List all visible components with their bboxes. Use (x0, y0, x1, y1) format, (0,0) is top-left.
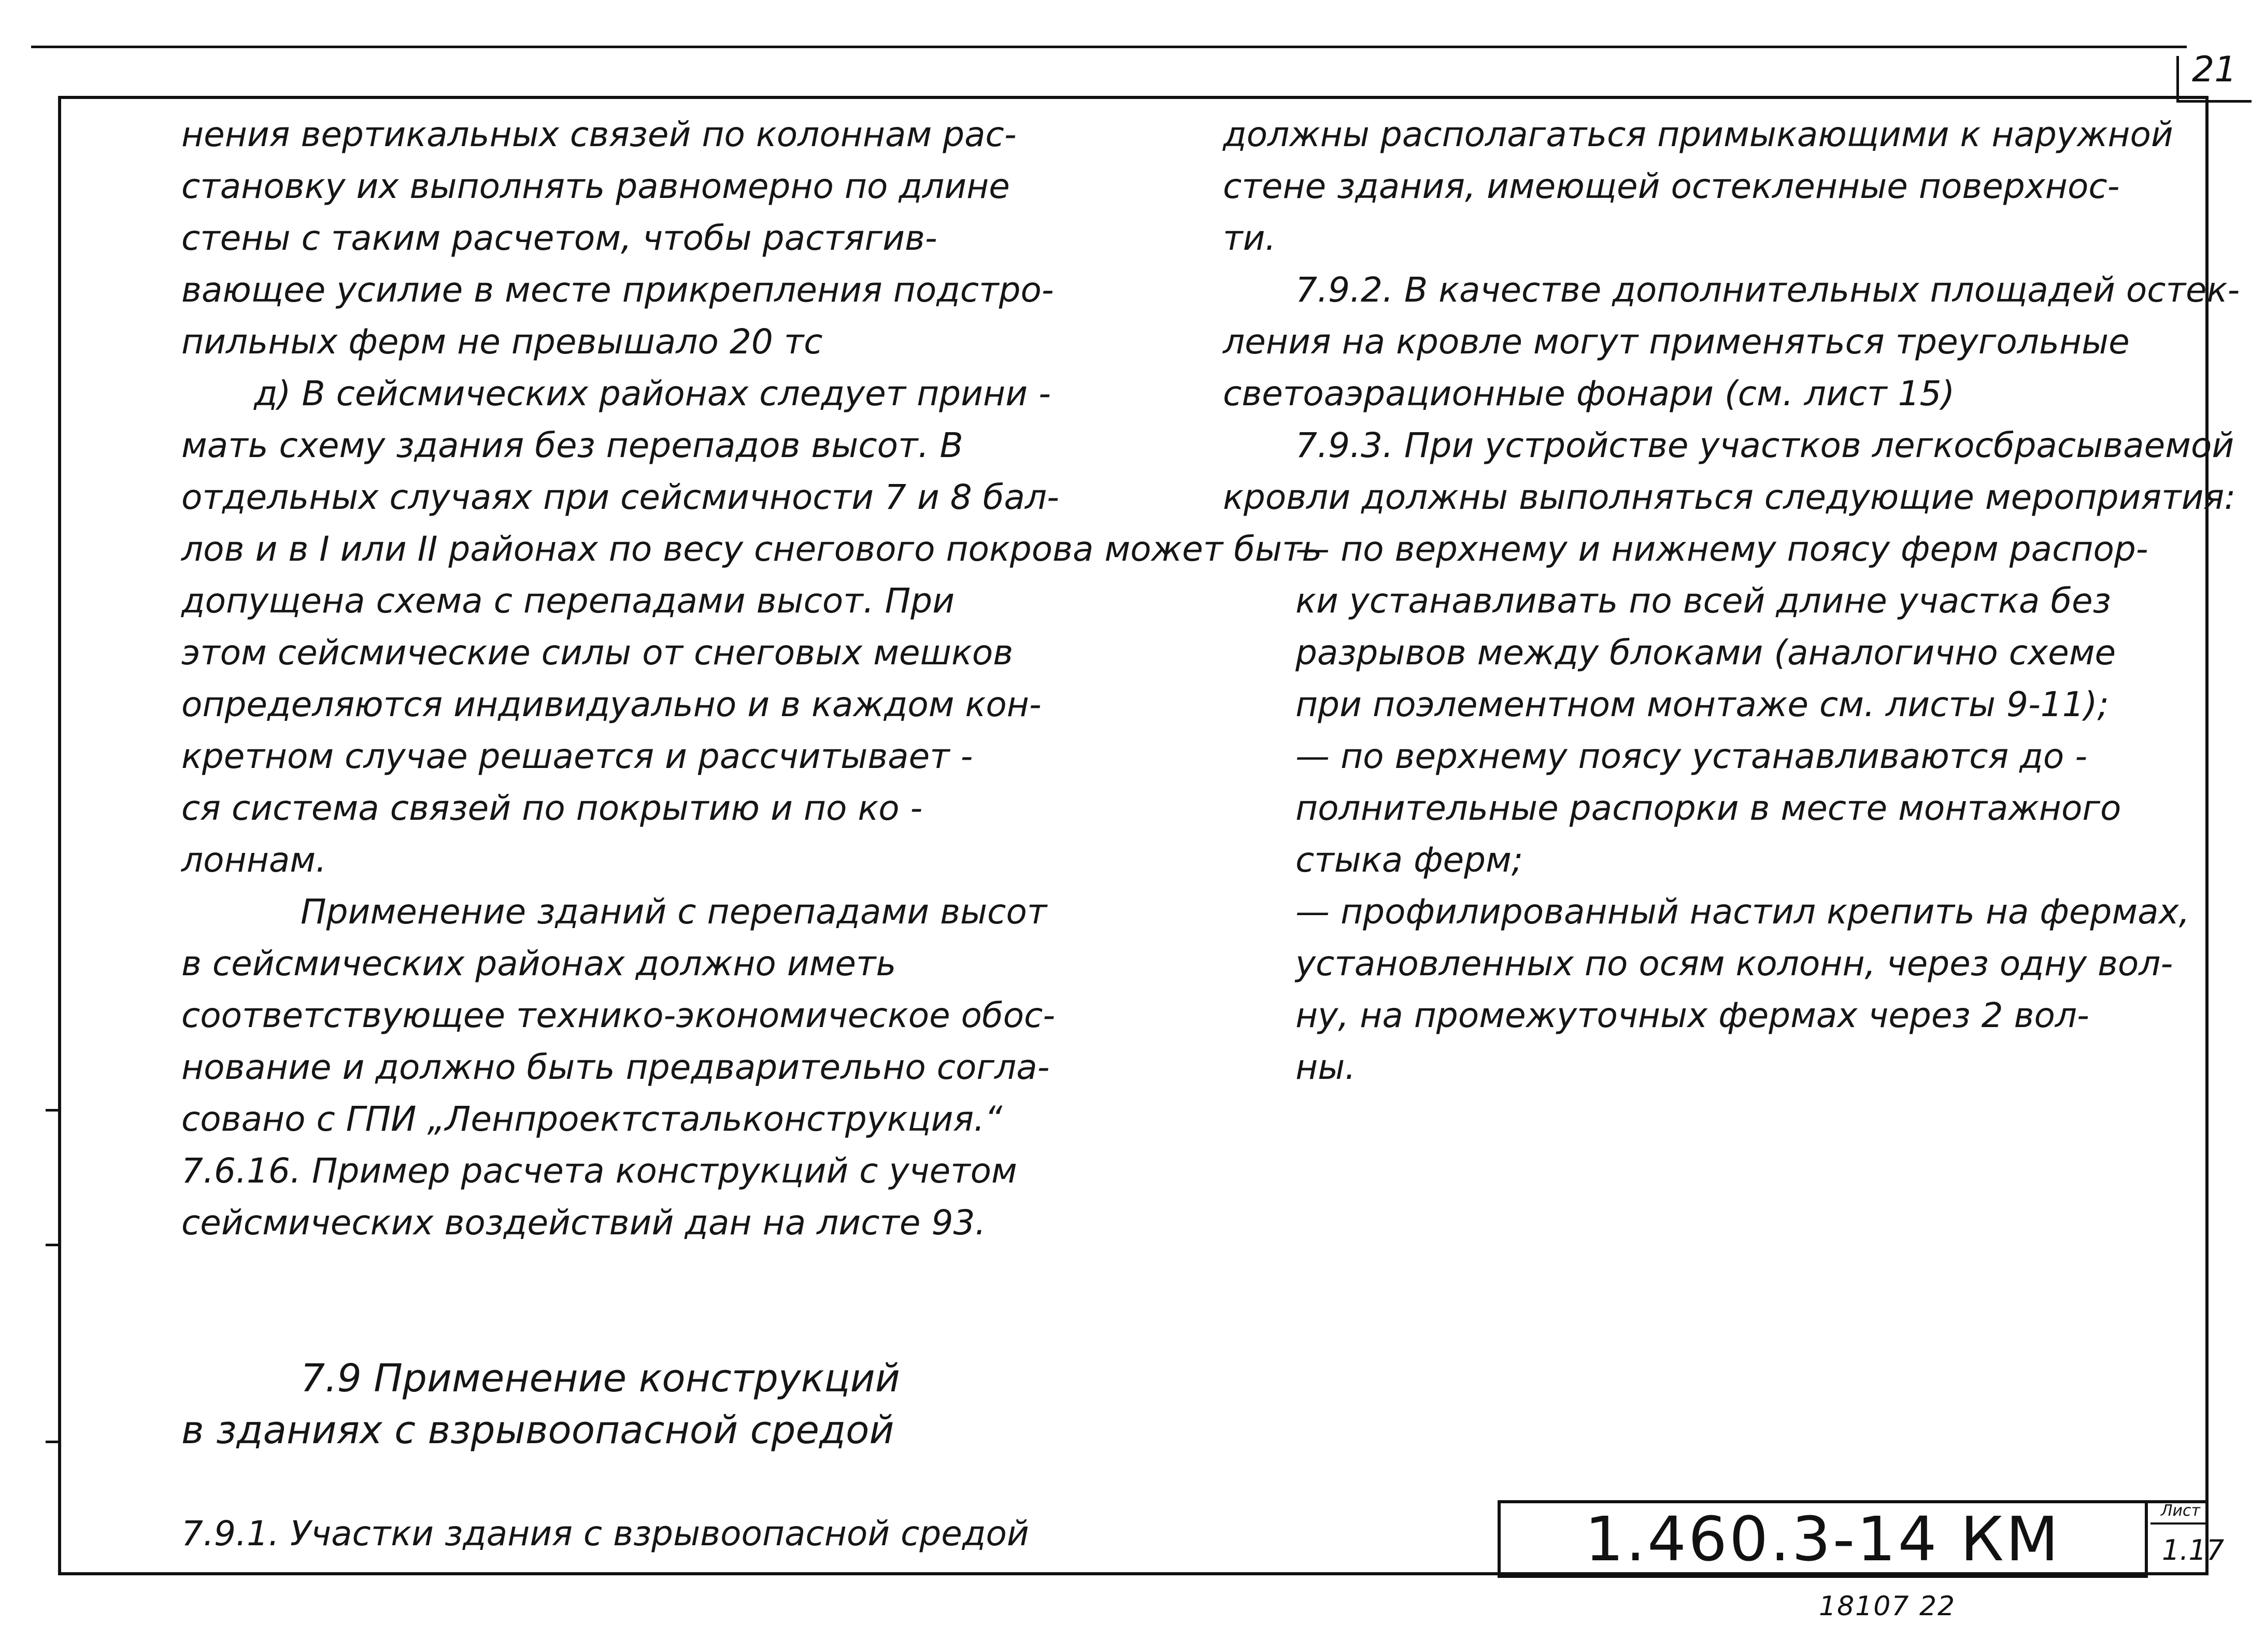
right-text-column (1223, 109, 2240, 1093)
text-line: в сейсмических районах должно иметь (181, 944, 896, 984)
text-line: — по верхнему поясу устанавливаются до - (1295, 736, 2088, 776)
text-line: ны. (1295, 1047, 1356, 1087)
text-line: отдельных случаях при сейсмичности 7 и 8 бал- (181, 477, 1059, 517)
text-line: — профилированный настил крепить на фермах, (1295, 892, 2190, 932)
text-line: ления на кровле могут применяться треугольные (1223, 322, 2130, 362)
text-line: лоннам. (181, 840, 327, 880)
binding-tick (46, 1244, 60, 1246)
left-text-column (181, 109, 1322, 1560)
text-line: кровли должны выполняться следующие мероприятия: (1223, 477, 2236, 517)
text-line: светоаэрационные фонари (см. лист 15) (1223, 374, 1955, 414)
text-line: вающее усилие в месте прикрепления подстро- (181, 270, 1054, 310)
text-line: лов и в I или II районах по весу снегового покрова может быть (181, 529, 1322, 569)
text-line: д) В сейсмических районах следует прини - (254, 374, 1051, 414)
text-line: пильных ферм не превышало 20 тс (181, 322, 823, 362)
page-number: 21 (2192, 49, 2237, 90)
text-line: 7.9.3. При устройстве участков легкосбрасываемой (1295, 425, 2234, 465)
text-line: 7.6.16. Пример расчета конструкций с учетом (181, 1151, 1017, 1191)
text-line: Применение зданий с перепадами высот (301, 892, 1047, 932)
text-line: 7.9.2. В качестве дополнительных площадей остек- (1295, 270, 2240, 310)
text-line: ну, на промежуточных фермах через 2 вол- (1295, 995, 2089, 1035)
text-line: должны располагаться примыкающими к наружной (1223, 115, 2173, 154)
sheet-divider (2150, 1522, 2209, 1525)
document-code: 1.460.3-14 КМ (1585, 1503, 2061, 1575)
text-line: ся система связей по покрытию и по ко - (181, 788, 923, 828)
text-line: нения вертикальных связей по колоннам рас- (181, 115, 1017, 154)
text-line (181, 1249, 1322, 1301)
text-line: стены с таким расчетом, чтобы растягив- (181, 218, 937, 258)
text-line: при поэлементном монтаже см. листы 9-11); (1295, 685, 2109, 724)
text-line: стыка ферм; (1295, 840, 1523, 880)
text-line: соответствующее технико-экономическое обос- (181, 995, 1056, 1035)
top-border-line (31, 46, 2187, 48)
text-line (181, 1301, 1322, 1352)
section-heading: 7.9 Применение конструкций (301, 1356, 900, 1401)
text-line (181, 1456, 1322, 1508)
text-line: ки устанавливать по всей длине участка без (1295, 581, 2111, 621)
text-line: установленных по осям колонн, через одну вол- (1295, 944, 2173, 984)
text-line: ти. (1223, 218, 1276, 258)
text-line: сейсмических воздействий дан на листе 93. (181, 1203, 986, 1243)
text-line: определяются индивидуально и в каждом кон- (181, 685, 1042, 724)
title-block-stamp (1498, 1500, 2148, 1578)
text-line: совано с ГПИ „Ленпроектстальконструкция.“ (181, 1099, 1003, 1139)
text-line: нование и должно быть предварительно согла- (181, 1047, 1050, 1087)
text-line: стене здания, имеющей остекленные поверхнос- (1223, 166, 2120, 206)
footer-code: 18107 22 (1819, 1591, 1956, 1622)
binding-tick (46, 1441, 60, 1443)
text-line: мать схему здания без перепадов высот. В (181, 425, 963, 465)
text-line: этом сейсмические силы от снеговых мешков (181, 633, 1014, 673)
text-line: кретном случае решается и рассчитывает - (181, 736, 973, 776)
sheet-label: Лист (2161, 1502, 2201, 1520)
text-line: допущена схема с перепадами высот. При (181, 581, 955, 621)
text-line: становку их выполнять равномерно по длине (181, 166, 1010, 206)
section-heading: в зданиях с взрывоопасной средой (181, 1408, 894, 1452)
text-line: полнительные распорки в месте монтажного (1295, 788, 2121, 828)
sheet-number: 1.17 (2162, 1534, 2225, 1566)
text-line: — по верхнему и нижнему поясу ферм распор- (1295, 529, 2148, 569)
text-line: 7.9.1. Участки здания с взрывоопасной средой (181, 1514, 1029, 1554)
binding-tick (46, 1109, 60, 1112)
text-line: разрывов между блоками (аналогично схеме (1295, 633, 2116, 673)
